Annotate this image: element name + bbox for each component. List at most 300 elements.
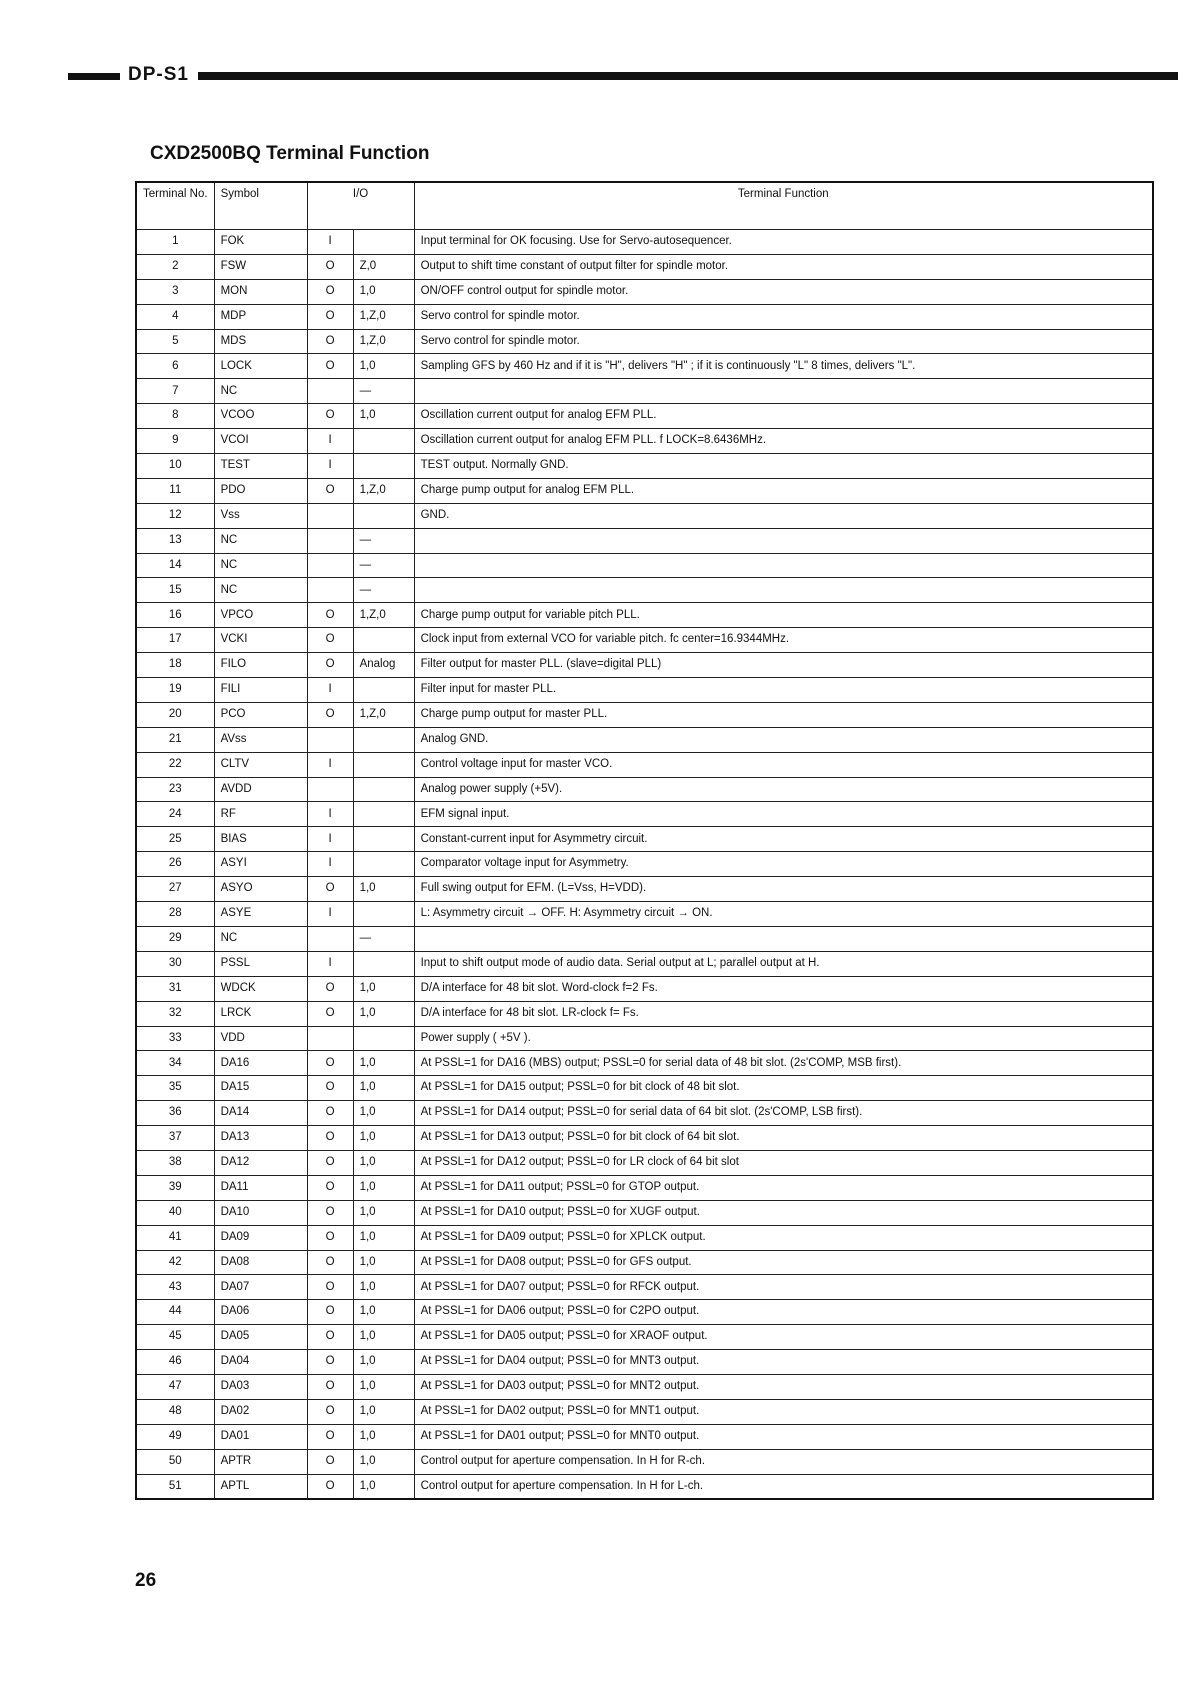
table-row: [136, 926, 1153, 951]
symbol-cell: VCKI: [214, 628, 307, 653]
symbol-cell: AVss: [214, 727, 307, 752]
table-row: [136, 279, 1153, 304]
io-level-cell: —: [353, 553, 414, 578]
io-direction-cell: O: [307, 1399, 353, 1424]
symbol-cell: ASYO: [214, 877, 307, 902]
io-level-cell: 1,0: [353, 877, 414, 902]
terminal-no-cell: 43: [136, 1275, 214, 1300]
terminal-no-cell: 49: [136, 1424, 214, 1449]
function-cell: At PSSL=1 for DA03 output; PSSL=0 for MNT2 output.: [414, 1374, 1153, 1399]
io-direction-cell: [307, 379, 353, 404]
terminal-no-cell: 12: [136, 503, 214, 528]
terminal-no-cell: 21: [136, 727, 214, 752]
symbol-cell: AVDD: [214, 777, 307, 802]
symbol-cell: DA09: [214, 1225, 307, 1250]
io-level-cell: 1,0: [353, 1449, 414, 1474]
symbol-cell: PDO: [214, 478, 307, 503]
io-level-cell: —: [353, 926, 414, 951]
io-direction-cell: O: [307, 702, 353, 727]
io-direction-cell: I: [307, 429, 353, 454]
function-cell: At PSSL=1 for DA11 output; PSSL=0 for GTOP output.: [414, 1175, 1153, 1200]
io-direction-cell: I: [307, 902, 353, 927]
symbol-cell: TEST: [214, 454, 307, 479]
io-level-cell: 1,0: [353, 1051, 414, 1076]
terminal-no-cell: 29: [136, 926, 214, 951]
io-level-cell: [353, 727, 414, 752]
table-row: [136, 578, 1153, 603]
function-cell: Clock input from external VCO for variable pitch. fc center=16.9344MHz.: [414, 628, 1153, 653]
terminal-no-cell: 4: [136, 304, 214, 329]
table-row: [136, 1225, 1153, 1250]
terminal-no-cell: 13: [136, 528, 214, 553]
table-row: [136, 503, 1153, 528]
symbol-cell: FOK: [214, 230, 307, 255]
function-cell: [414, 528, 1153, 553]
function-cell: [414, 926, 1153, 951]
table-row: [136, 678, 1153, 703]
table-row: [136, 230, 1153, 255]
io-level-cell: 1,0: [353, 1374, 414, 1399]
symbol-cell: VCOO: [214, 404, 307, 429]
io-level-cell: [353, 454, 414, 479]
function-cell: EFM signal input.: [414, 802, 1153, 827]
table-row: [136, 802, 1153, 827]
io-level-cell: [353, 852, 414, 877]
terminal-no-cell: 28: [136, 902, 214, 927]
io-direction-cell: [307, 727, 353, 752]
io-level-cell: 1,0: [353, 404, 414, 429]
io-direction-cell: O: [307, 1076, 353, 1101]
symbol-cell: DA15: [214, 1076, 307, 1101]
table-row: [136, 478, 1153, 503]
io-direction-cell: O: [307, 1300, 353, 1325]
table-row: [136, 603, 1153, 628]
io-direction-cell: O: [307, 1175, 353, 1200]
terminal-no-cell: 11: [136, 478, 214, 503]
symbol-cell: DA16: [214, 1051, 307, 1076]
function-cell: At PSSL=1 for DA05 output; PSSL=0 for XRAOF output.: [414, 1325, 1153, 1350]
header-function: Terminal Function: [414, 182, 1153, 230]
symbol-cell: DA07: [214, 1275, 307, 1300]
io-direction-cell: O: [307, 1474, 353, 1499]
io-level-cell: [353, 777, 414, 802]
io-level-cell: 1,0: [353, 1150, 414, 1175]
terminal-no-cell: 24: [136, 802, 214, 827]
symbol-cell: ASYE: [214, 902, 307, 927]
function-cell: Sampling GFS by 460 Hz and if it is "H", delivers "H" ; if it is continuously "L" 8 times, delivers "L".: [414, 354, 1153, 379]
terminal-no-cell: 34: [136, 1051, 214, 1076]
terminal-no-cell: 6: [136, 354, 214, 379]
terminal-no-cell: 26: [136, 852, 214, 877]
symbol-cell: ASYI: [214, 852, 307, 877]
function-cell: Input to shift output mode of audio data. Serial output at L; parallel output at H.: [414, 951, 1153, 976]
symbol-cell: NC: [214, 528, 307, 553]
terminal-no-cell: 5: [136, 329, 214, 354]
io-level-cell: [353, 230, 414, 255]
table-row: [136, 877, 1153, 902]
io-level-cell: 1,Z,0: [353, 304, 414, 329]
header-terminal-no: Terminal No.: [136, 182, 214, 230]
function-cell: Constant-current input for Asymmetry circuit.: [414, 827, 1153, 852]
table-row: [136, 976, 1153, 1001]
io-direction-cell: O: [307, 1374, 353, 1399]
io-direction-cell: I: [307, 827, 353, 852]
table-row: [136, 1126, 1153, 1151]
table-row: [136, 752, 1153, 777]
io-level-cell: Analog: [353, 653, 414, 678]
io-level-cell: [353, 429, 414, 454]
io-level-cell: 1,0: [353, 1474, 414, 1499]
terminal-function-table: [135, 181, 1154, 1500]
symbol-cell: DA02: [214, 1399, 307, 1424]
table-row: [136, 1350, 1153, 1375]
function-cell: At PSSL=1 for DA13 output; PSSL=0 for bit clock of 64 bit slot.: [414, 1126, 1153, 1151]
terminal-no-cell: 18: [136, 653, 214, 678]
terminal-no-cell: 14: [136, 553, 214, 578]
function-cell: Filter output for master PLL. (slave=digital PLL): [414, 653, 1153, 678]
io-level-cell: 1,0: [353, 1001, 414, 1026]
table-row: [136, 727, 1153, 752]
symbol-cell: NC: [214, 578, 307, 603]
symbol-cell: MDS: [214, 329, 307, 354]
terminal-no-cell: 51: [136, 1474, 214, 1499]
header-symbol: Symbol: [214, 182, 307, 230]
table-row: [136, 553, 1153, 578]
symbol-cell: DA08: [214, 1250, 307, 1275]
function-cell: At PSSL=1 for DA08 output; PSSL=0 for GFS output.: [414, 1250, 1153, 1275]
page-number: 26: [135, 1570, 157, 1591]
terminal-no-cell: 16: [136, 603, 214, 628]
function-cell: At PSSL=1 for DA07 output; PSSL=0 for RFCK output.: [414, 1275, 1153, 1300]
symbol-cell: VCOI: [214, 429, 307, 454]
io-level-cell: 1,0: [353, 279, 414, 304]
io-level-cell: —: [353, 379, 414, 404]
terminal-no-cell: 1: [136, 230, 214, 255]
function-cell: At PSSL=1 for DA12 output; PSSL=0 for LR clock of 64 bit slot: [414, 1150, 1153, 1175]
terminal-no-cell: 41: [136, 1225, 214, 1250]
io-level-cell: 1,0: [353, 1424, 414, 1449]
terminal-no-cell: 15: [136, 578, 214, 603]
io-direction-cell: O: [307, 254, 353, 279]
symbol-cell: DA06: [214, 1300, 307, 1325]
io-direction-cell: O: [307, 1275, 353, 1300]
io-direction-cell: O: [307, 304, 353, 329]
table-row: [136, 404, 1153, 429]
symbol-cell: MDP: [214, 304, 307, 329]
io-level-cell: —: [353, 578, 414, 603]
terminal-no-cell: 19: [136, 678, 214, 703]
io-level-cell: [353, 752, 414, 777]
io-direction-cell: O: [307, 1250, 353, 1275]
function-cell: At PSSL=1 for DA10 output; PSSL=0 for XUGF output.: [414, 1200, 1153, 1225]
io-direction-cell: O: [307, 1225, 353, 1250]
terminal-no-cell: 33: [136, 1026, 214, 1051]
function-cell: At PSSL=1 for DA14 output; PSSL=0 for serial data of 64 bit slot. (2s'COMP, LSB first).: [414, 1101, 1153, 1126]
io-level-cell: 1,0: [353, 1175, 414, 1200]
symbol-cell: DA13: [214, 1126, 307, 1151]
symbol-cell: LRCK: [214, 1001, 307, 1026]
function-cell: At PSSL=1 for DA01 output; PSSL=0 for MNT0 output.: [414, 1424, 1153, 1449]
terminal-no-cell: 30: [136, 951, 214, 976]
table-row: [136, 777, 1153, 802]
io-level-cell: [353, 827, 414, 852]
io-level-cell: [353, 1026, 414, 1051]
io-direction-cell: O: [307, 478, 353, 503]
io-direction-cell: O: [307, 354, 353, 379]
terminal-no-cell: 42: [136, 1250, 214, 1275]
symbol-cell: WDCK: [214, 976, 307, 1001]
table-row: [136, 1150, 1153, 1175]
io-level-cell: 1,0: [353, 1200, 414, 1225]
io-level-cell: 1,0: [353, 1076, 414, 1101]
terminal-no-cell: 2: [136, 254, 214, 279]
header-rule-left: [68, 73, 120, 80]
function-cell: At PSSL=1 for DA04 output; PSSL=0 for MNT3 output.: [414, 1350, 1153, 1375]
function-cell: GND.: [414, 503, 1153, 528]
io-direction-cell: O: [307, 1200, 353, 1225]
io-direction-cell: O: [307, 404, 353, 429]
io-direction-cell: I: [307, 230, 353, 255]
table-row: [136, 304, 1153, 329]
symbol-cell: VPCO: [214, 603, 307, 628]
io-direction-cell: O: [307, 603, 353, 628]
terminal-no-cell: 25: [136, 827, 214, 852]
function-cell: Control output for aperture compensation. In H for R-ch.: [414, 1449, 1153, 1474]
io-direction-cell: O: [307, 976, 353, 1001]
terminal-no-cell: 48: [136, 1399, 214, 1424]
io-direction-cell: O: [307, 329, 353, 354]
function-cell: TEST output. Normally GND.: [414, 454, 1153, 479]
io-direction-cell: [307, 1026, 353, 1051]
terminal-no-cell: 32: [136, 1001, 214, 1026]
function-cell: At PSSL=1 for DA15 output; PSSL=0 for bit clock of 48 bit slot.: [414, 1076, 1153, 1101]
function-cell: Analog GND.: [414, 727, 1153, 752]
symbol-cell: PCO: [214, 702, 307, 727]
io-direction-cell: I: [307, 802, 353, 827]
symbol-cell: VDD: [214, 1026, 307, 1051]
symbol-cell: DA11: [214, 1175, 307, 1200]
symbol-cell: RF: [214, 802, 307, 827]
io-level-cell: [353, 678, 414, 703]
io-level-cell: 1,0: [353, 1101, 414, 1126]
function-cell: [414, 379, 1153, 404]
io-direction-cell: O: [307, 1101, 353, 1126]
table-row: [136, 454, 1153, 479]
terminal-no-cell: 9: [136, 429, 214, 454]
terminal-no-cell: 22: [136, 752, 214, 777]
table-header-row: [136, 182, 1153, 230]
io-level-cell: 1,0: [353, 1300, 414, 1325]
table-row: [136, 254, 1153, 279]
table-row: [136, 1076, 1153, 1101]
symbol-cell: APTL: [214, 1474, 307, 1499]
table-row: [136, 1101, 1153, 1126]
table-row: [136, 1026, 1153, 1051]
header-bar: [68, 64, 1178, 85]
terminal-no-cell: 27: [136, 877, 214, 902]
io-direction-cell: O: [307, 653, 353, 678]
terminal-no-cell: 20: [136, 702, 214, 727]
io-direction-cell: [307, 553, 353, 578]
section-title: CXD2500BQ Terminal Function: [150, 143, 430, 164]
table-row: [136, 1374, 1153, 1399]
io-direction-cell: I: [307, 678, 353, 703]
terminal-no-cell: 39: [136, 1175, 214, 1200]
io-direction-cell: O: [307, 1449, 353, 1474]
function-cell: Input terminal for OK focusing. Use for Servo-autosequencer.: [414, 230, 1153, 255]
symbol-cell: FILI: [214, 678, 307, 703]
function-cell: At PSSL=1 for DA02 output; PSSL=0 for MNT1 output.: [414, 1399, 1153, 1424]
symbol-cell: PSSL: [214, 951, 307, 976]
table-row: [136, 329, 1153, 354]
function-cell: Servo control for spindle motor.: [414, 329, 1153, 354]
terminal-no-cell: 38: [136, 1150, 214, 1175]
io-level-cell: Z,0: [353, 254, 414, 279]
table-row: [136, 354, 1153, 379]
terminal-no-cell: 47: [136, 1374, 214, 1399]
io-level-cell: 1,0: [353, 1225, 414, 1250]
io-direction-cell: [307, 926, 353, 951]
io-direction-cell: [307, 777, 353, 802]
table-row: [136, 702, 1153, 727]
table-row: [136, 1300, 1153, 1325]
io-level-cell: [353, 503, 414, 528]
function-cell: Oscillation current output for analog EFM PLL.: [414, 404, 1153, 429]
table-row: [136, 653, 1153, 678]
function-cell: [414, 578, 1153, 603]
table-row: [136, 1325, 1153, 1350]
header-rule: [198, 72, 1178, 80]
io-level-cell: 1,0: [353, 1325, 414, 1350]
function-cell: At PSSL=1 for DA09 output; PSSL=0 for XPLCK output.: [414, 1225, 1153, 1250]
function-cell: Servo control for spindle motor.: [414, 304, 1153, 329]
table-row: [136, 1449, 1153, 1474]
symbol-cell: NC: [214, 553, 307, 578]
table-row: [136, 1275, 1153, 1300]
io-level-cell: 1,0: [353, 1275, 414, 1300]
function-cell: Charge pump output for master PLL.: [414, 702, 1153, 727]
table-row: [136, 902, 1153, 927]
terminal-no-cell: 23: [136, 777, 214, 802]
table-row: [136, 1200, 1153, 1225]
function-cell: Power supply ( +5V ).: [414, 1026, 1153, 1051]
function-cell: Control voltage input for master VCO.: [414, 752, 1153, 777]
table-row: [136, 379, 1153, 404]
function-cell: Oscillation current output for analog EFM PLL. f LOCK=8.6436MHz.: [414, 429, 1153, 454]
table-row: [136, 528, 1153, 553]
io-direction-cell: [307, 503, 353, 528]
table-row: [136, 951, 1153, 976]
function-cell: L: Asymmetry circuit → OFF. H: Asymmetry circuit → ON.: [414, 902, 1153, 927]
terminal-no-cell: 36: [136, 1101, 214, 1126]
terminal-no-cell: 46: [136, 1350, 214, 1375]
symbol-cell: DA03: [214, 1374, 307, 1399]
model-label: DP-S1: [124, 64, 193, 86]
function-cell: D/A interface for 48 bit slot. LR-clock f= Fs.: [414, 1001, 1153, 1026]
function-cell: Control output for aperture compensation. In H for L-ch.: [414, 1474, 1153, 1499]
table-row: [136, 429, 1153, 454]
table-row: [136, 827, 1153, 852]
io-level-cell: 1,0: [353, 1350, 414, 1375]
symbol-cell: APTR: [214, 1449, 307, 1474]
table-row: [136, 1051, 1153, 1076]
table-row: [136, 1175, 1153, 1200]
function-cell: Full swing output for EFM. (L=Vss, H=VDD).: [414, 877, 1153, 902]
io-direction-cell: O: [307, 628, 353, 653]
io-direction-cell: O: [307, 279, 353, 304]
table-row: [136, 628, 1153, 653]
io-level-cell: 1,0: [353, 354, 414, 379]
symbol-cell: DA01: [214, 1424, 307, 1449]
terminal-no-cell: 7: [136, 379, 214, 404]
terminal-no-cell: 45: [136, 1325, 214, 1350]
terminal-no-cell: 35: [136, 1076, 214, 1101]
function-cell: [414, 553, 1153, 578]
io-level-cell: [353, 628, 414, 653]
io-direction-cell: I: [307, 951, 353, 976]
terminal-no-cell: 8: [136, 404, 214, 429]
symbol-cell: DA05: [214, 1325, 307, 1350]
terminal-no-cell: 50: [136, 1449, 214, 1474]
io-level-cell: 1,0: [353, 976, 414, 1001]
terminal-no-cell: 10: [136, 454, 214, 479]
symbol-cell: Vss: [214, 503, 307, 528]
terminal-no-cell: 37: [136, 1126, 214, 1151]
symbol-cell: NC: [214, 379, 307, 404]
function-cell: Comparator voltage input for Asymmetry.: [414, 852, 1153, 877]
io-level-cell: [353, 951, 414, 976]
io-direction-cell: O: [307, 1424, 353, 1449]
io-direction-cell: O: [307, 877, 353, 902]
io-level-cell: [353, 902, 414, 927]
terminal-no-cell: 31: [136, 976, 214, 1001]
symbol-cell: DA10: [214, 1200, 307, 1225]
symbol-cell: DA14: [214, 1101, 307, 1126]
symbol-cell: CLTV: [214, 752, 307, 777]
header-io: I/O: [307, 182, 414, 230]
terminal-no-cell: 40: [136, 1200, 214, 1225]
io-direction-cell: O: [307, 1350, 353, 1375]
function-cell: At PSSL=1 for DA06 output; PSSL=0 for C2PO output.: [414, 1300, 1153, 1325]
io-direction-cell: O: [307, 1325, 353, 1350]
function-cell: Charge pump output for variable pitch PLL.: [414, 603, 1153, 628]
terminal-no-cell: 3: [136, 279, 214, 304]
io-level-cell: [353, 802, 414, 827]
io-direction-cell: O: [307, 1001, 353, 1026]
symbol-cell: FSW: [214, 254, 307, 279]
symbol-cell: DA04: [214, 1350, 307, 1375]
symbol-cell: NC: [214, 926, 307, 951]
function-cell: D/A interface for 48 bit slot. Word-clock f=2 Fs.: [414, 976, 1153, 1001]
symbol-cell: FILO: [214, 653, 307, 678]
function-cell: ON/OFF control output for spindle motor.: [414, 279, 1153, 304]
function-cell: Filter input for master PLL.: [414, 678, 1153, 703]
function-cell: Analog power supply (+5V).: [414, 777, 1153, 802]
io-direction-cell: [307, 528, 353, 553]
function-cell: Charge pump output for analog EFM PLL.: [414, 478, 1153, 503]
io-direction-cell: I: [307, 454, 353, 479]
table-row: [136, 1250, 1153, 1275]
symbol-cell: DA12: [214, 1150, 307, 1175]
terminal-no-cell: 44: [136, 1300, 214, 1325]
io-level-cell: 1,Z,0: [353, 603, 414, 628]
io-level-cell: 1,Z,0: [353, 329, 414, 354]
io-level-cell: 1,Z,0: [353, 478, 414, 503]
table-row: [136, 1399, 1153, 1424]
symbol-cell: MON: [214, 279, 307, 304]
io-direction-cell: I: [307, 752, 353, 777]
io-direction-cell: [307, 578, 353, 603]
